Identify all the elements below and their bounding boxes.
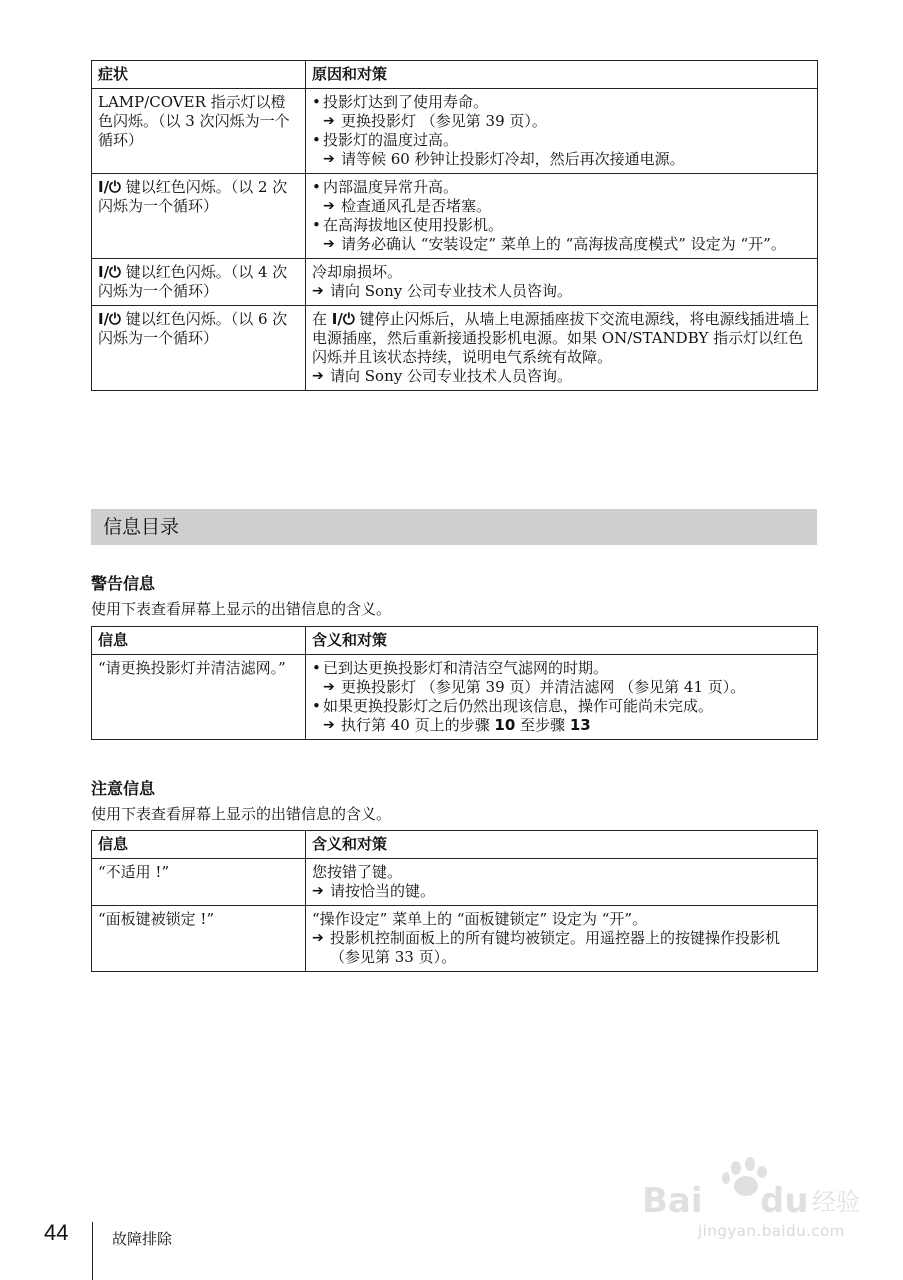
symptom-cell (92, 306, 306, 391)
remedy-text: 请向 Sony 公司专业技术人员咨询。 (330, 367, 572, 385)
symptom-text: LAMP/COVER 指示灯以橙色闪烁。（以 3 次闪烁为一个循环） (98, 93, 290, 149)
symptom-cell (92, 89, 306, 174)
footer-section-name: 故障排除 (112, 1230, 173, 1248)
bullet-icon: • (312, 93, 321, 111)
arrow-icon: ➔ (312, 930, 324, 946)
arrow-icon: ➔ (312, 368, 324, 384)
symptom-text: 键以红色闪烁。（以 6 次闪烁为一个循环） (98, 310, 288, 347)
symptom-cell (92, 174, 306, 259)
arrow-icon: ➔ (312, 883, 324, 899)
cause-text: 冷却扇损坏。 (312, 263, 403, 281)
baidu-jingyan-watermark (640, 1150, 880, 1250)
notice-title: 注意信息 (91, 779, 156, 798)
remedy-text: 更换投影灯 （参见第 39 页）。 (341, 112, 547, 130)
column-header-cause: 原因和对策 (306, 61, 818, 89)
logo-du: du (760, 1181, 809, 1221)
arrow-icon: ➔ (323, 151, 335, 167)
column-header-message: 信息 (92, 627, 306, 655)
column-header-meaning: 含义和对策 (306, 627, 818, 655)
cause-cell (306, 89, 818, 174)
arrow-icon: ➔ (312, 283, 324, 299)
step-from: 10 (494, 716, 516, 734)
warning-table (91, 626, 818, 740)
meaning-text: 已到达更换投影灯和清洁空气滤网的时期。 (323, 659, 609, 677)
meaning-text: “操作设定” 菜单上的 “面板键锁定” 设定为 “开”。 (312, 910, 648, 928)
cause-text-prefix: 在 (312, 310, 332, 328)
cause-text: 投影灯的温度过高。 (323, 131, 459, 149)
remedy-text: 请按恰当的键。 (330, 882, 436, 900)
footer-divider (92, 1222, 93, 1280)
remedy-text: 请等候 60 秒钟让投影灯冷却，然后再次接通电源。 (341, 150, 685, 168)
remedy-text: 请务必确认 “安装设定” 菜单上的 “高海拔高度模式” 设定为 “开”。 (341, 235, 786, 253)
symptom-text: 键以红色闪烁。（以 4 次闪烁为一个循环） (98, 263, 288, 300)
notice-table (91, 830, 818, 972)
meaning-cell (306, 655, 818, 740)
meaning-cell (306, 859, 818, 906)
warning-title: 警告信息 (91, 574, 156, 593)
column-header-message: 信息 (92, 831, 306, 859)
arrow-icon: ➔ (323, 113, 335, 129)
bullet-icon: • (312, 697, 321, 715)
arrow-icon: ➔ (323, 236, 335, 252)
remedy-text: 检查通风孔是否堵塞。 (341, 197, 492, 215)
cause-text: 键停止闪烁后，从墙上电源插座拔下交流电源线，将电源线插进墙上电源插座，然后重新接通投影机电源。如果 ON/STANDBY 指示灯以红色闪烁并且该状态持续，说明电气系统有故障。 (312, 310, 810, 366)
cause-cell (306, 306, 818, 391)
arrow-icon: ➔ (323, 198, 335, 214)
table-header-row (92, 831, 818, 859)
watermark-url: jingyan.baidu.com (698, 1222, 845, 1240)
warning-intro: 使用下表查看屏幕上显示的出错信息的含义。 (91, 600, 392, 618)
troubleshooting-table (91, 60, 818, 391)
cause-text: 在高海拔地区使用投影机。 (323, 216, 504, 234)
table-row (92, 655, 818, 740)
message-cell: “不适用 !” (92, 859, 306, 906)
power-key-icon: I/⏻ (98, 310, 121, 328)
bullet-icon: • (312, 178, 321, 196)
symptom-cell (92, 259, 306, 306)
table-header-row (92, 627, 818, 655)
table-row (92, 306, 818, 391)
bullet-icon: • (312, 216, 321, 234)
arrow-icon: ➔ (323, 679, 335, 695)
step-to: 13 (569, 716, 591, 734)
column-header-meaning: 含义和对策 (306, 831, 818, 859)
power-key-icon: I/⏻ (98, 263, 121, 281)
arrow-icon: ➔ (323, 717, 335, 733)
page-number: 44 (44, 1220, 69, 1245)
meaning-cell (306, 906, 818, 972)
power-key-icon: I/⏻ (331, 310, 355, 328)
power-key-icon: I/⏻ (98, 178, 121, 196)
cause-cell (306, 174, 818, 259)
cause-cell (306, 259, 818, 306)
column-header-symptom: 症状 (92, 61, 306, 89)
bullet-icon: • (312, 659, 321, 677)
remedy-text (341, 716, 591, 735)
table-row (92, 174, 818, 259)
remedy-text: 更换投影灯 （参见第 39 页）并清洁滤网 （参见第 41 页）。 (341, 678, 746, 696)
table-row (92, 89, 818, 174)
meaning-text: 如果更换投影灯之后仍然出现该信息，操作可能尚未完成。 (323, 697, 714, 715)
bullet-icon: • (312, 131, 321, 149)
cause-text: 内部温度异常升高。 (323, 178, 459, 196)
table-row (92, 906, 818, 972)
remedy-prefix: 执行第 40 页上的步骤 (341, 716, 495, 734)
logo-jingyan: 经验 (812, 1188, 860, 1216)
logo-bai: Bai (642, 1181, 703, 1221)
cause-paragraph (312, 310, 811, 367)
table-header-row (92, 61, 818, 89)
meaning-text: 您按错了键。 (312, 863, 403, 881)
notice-intro: 使用下表查看屏幕上显示的出错信息的含义。 (91, 805, 392, 823)
remedy-text: 投影机控制面板上的所有键均被锁定。用遥控器上的按键操作投影机 （参见第 33 页）。 (330, 929, 781, 966)
table-row (92, 259, 818, 306)
symptom-text: 键以红色闪烁。（以 2 次闪烁为一个循环） (98, 178, 288, 215)
remedy-mid: 至步骤 (515, 716, 570, 734)
remedy-text: 请向 Sony 公司专业技术人员咨询。 (330, 282, 572, 300)
cause-text: 投影灯达到了使用寿命。 (323, 93, 489, 111)
table-row (92, 859, 818, 906)
message-cell: “请更换投影灯并清洁滤网。” (92, 655, 306, 740)
message-cell: “面板键被锁定 !” (92, 906, 306, 972)
section-title: 信息目录 (91, 509, 817, 545)
